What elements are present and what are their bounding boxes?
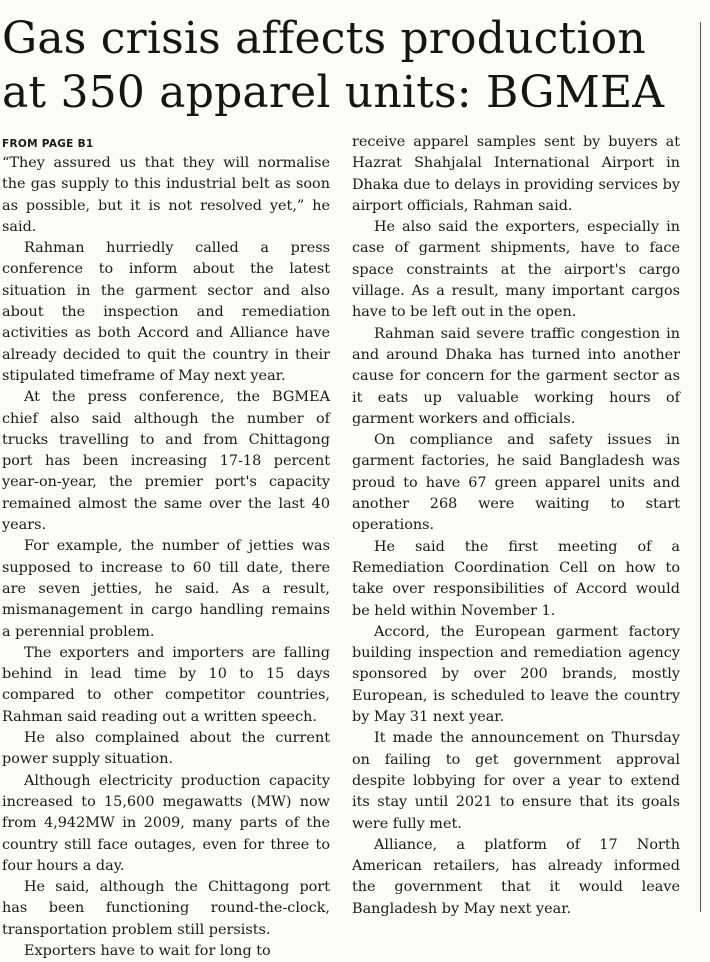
headline <box>2 12 692 120</box>
paragraph: At the press conference, the BGMEA chief also said although the number of trucks travelling to and from Chittagong port has been increasing 17-18 percent year-on-year, the premier port's capacity remained almost the same over the last 40 years. <box>2 389 330 534</box>
paragraph: He also complained about the current power supply situation. <box>2 730 330 768</box>
paragraph: Exporters have to wait for long to <box>24 942 271 959</box>
headline-line-1: Gas crisis affects production <box>2 13 646 64</box>
column-right <box>352 132 680 962</box>
continuation-kicker: FROM PAGE B1 <box>2 138 94 150</box>
paragraph: Rahman said severe traffic congestion in and around Dhaka has turned into another cause for concern for the garment sector as it eats up valuable working hours of garment workers and officials. <box>352 325 680 427</box>
paragraph: He said, although the Chittagong port has been functioning round-the-clock, transportation problem still persists. <box>2 879 330 938</box>
headline-line-2: at 350 apparel units: BGMEA <box>2 67 665 118</box>
paragraph: The exporters and importers are falling behind in lead time by 10 to 15 days compared to other competitor countries, Rahman said reading out a written speech. <box>2 644 330 725</box>
paragraph: Rahman hurriedly called a press conference to inform about the latest situation in the garment sector and also about the inspection and remediation activities as both Accord and Alliance have already decided to quit the country in their stipulated timeframe of May next year. <box>2 240 330 384</box>
paragraph: Although electricity production capacity increased to 15,600 megawatts (MW) now from 4,942MW in 2009, many parts of the country still face outages, even for three to four hours a day. <box>2 772 330 874</box>
paragraph: “They assured us that they will normalise the gas supply to this industrial belt as soon as possible, but it is not resolved yet,” he said. <box>2 155 330 235</box>
paragraph: Alliance, a platform of 17 North American retailers, has already informed the government that it would leave Bangladesh by May next year. <box>352 836 680 917</box>
paragraph: It made the announcement on Thursday on failing to get government approval despite lobbying for over a year to extend its stay until 2021 to ensure that its goals were fully met. <box>352 730 680 832</box>
article-body <box>2 134 680 962</box>
column-rule <box>700 22 701 912</box>
column-left <box>2 137 330 962</box>
paragraph: receive apparel samples sent by buyers at Hazrat Shahjalal International Airport in Dhaka due to delays in providing services by airport officials, Rahman said. <box>352 134 680 214</box>
paragraph: He said the first meeting of a Remediation Coordination Cell on how to take over responsibilities of Accord would be held within November 1. <box>352 538 680 619</box>
paragraph: He also said the exporters, especially in case of garment shipments, have to face space constraints at the airport's cargo village. As a result, many important cargos have to be left out in the open. <box>352 219 680 321</box>
paragraph: For example, the number of jetties was supposed to increase to 60 till date, there are seven jetties, he said. As a result, mismanagement in cargo handling remains a perennial problem. <box>2 538 330 640</box>
paragraph: On compliance and safety issues in garment factories, he said Bangladesh was proud to have 67 green apparel units and another 268 were waiting to start operations. <box>352 432 680 534</box>
paragraph: Accord, the European garment factory building inspection and remediation agency sponsored by over 200 brands, mostly European, is scheduled to leave the country by May 31 next year. <box>352 623 680 726</box>
